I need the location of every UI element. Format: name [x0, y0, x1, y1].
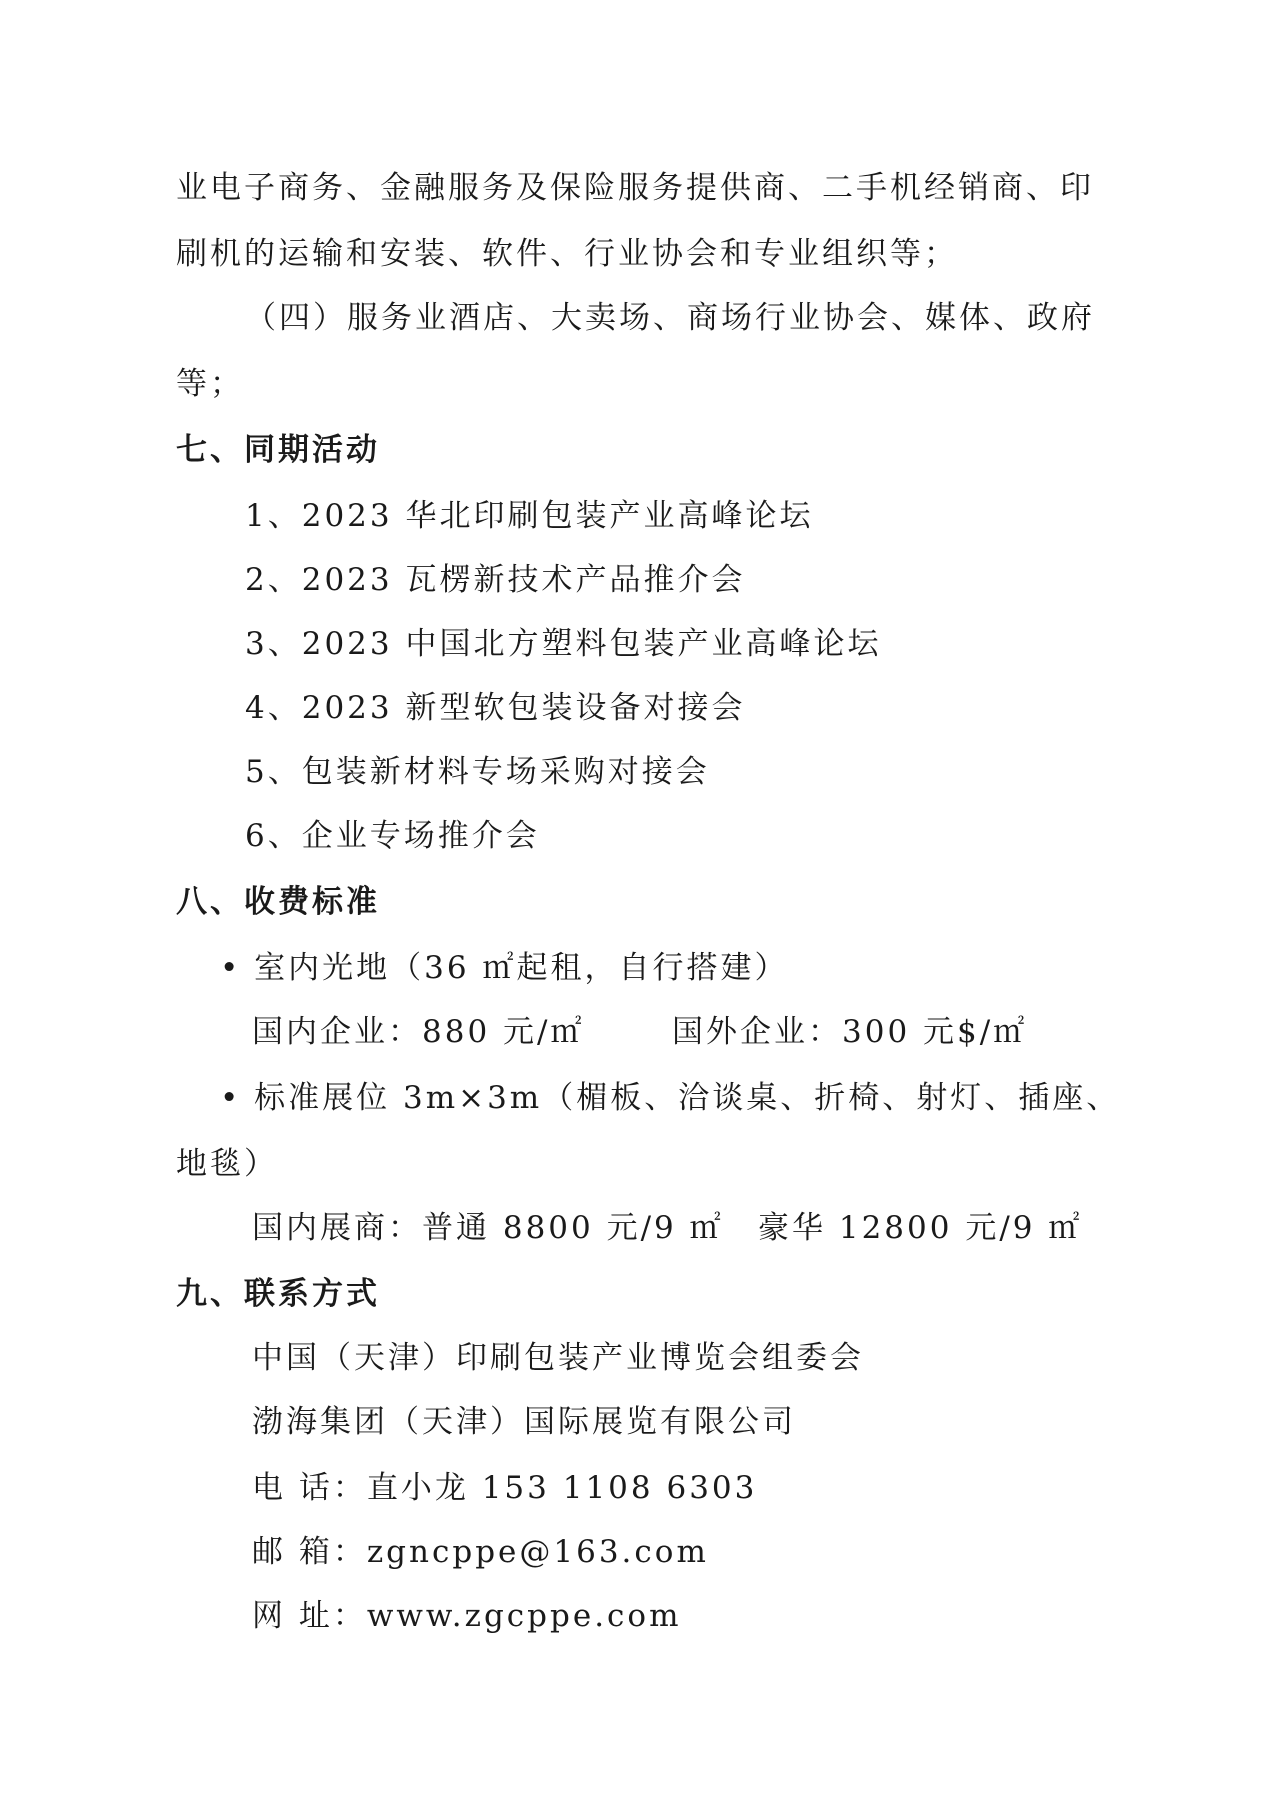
list-item: 5、包装新材料专场采购对接会: [245, 754, 710, 790]
domestic-price: 国内企业：880 元/㎡: [252, 1014, 585, 1050]
list-item: 6、企业专场推介会: [245, 818, 540, 854]
paragraph-line: （四）服务业酒店、大卖场、商场行业协会、媒体、政府: [245, 300, 1095, 336]
section-heading: 八、收费标准: [176, 884, 380, 920]
bullet-item: • 标准展位 3m×3m（楣板、洽谈桌、折椅、射灯、插座、: [220, 1080, 1121, 1116]
contact-phone: 电 话：直小龙 153 1108 6303: [252, 1470, 758, 1506]
standard-price: 国内展商：普通 8800 元/9 ㎡: [252, 1210, 724, 1246]
paragraph-line: 刷机的运输和安装、软件、行业协会和专业组织等；: [176, 236, 958, 272]
contact-org: 渤海集团（天津）国际展览有限公司: [252, 1404, 796, 1440]
paragraph-line: 地毯）: [176, 1146, 278, 1182]
paragraph-line: 业电子商务、金融服务及保险服务提供商、二手机经销商、印: [176, 170, 1094, 206]
contact-website: 网 址：www.zgcppe.com: [252, 1598, 682, 1634]
foreign-price: 国外企业：300 元$/㎡: [672, 1014, 1028, 1050]
paragraph-line: 等；: [176, 366, 244, 402]
section-heading: 七、同期活动: [176, 432, 380, 468]
contact-org: 中国（天津）印刷包装产业博览会组委会: [252, 1340, 864, 1376]
contact-email: 邮 箱：zgncppe@163.com: [252, 1534, 709, 1570]
section-heading: 九、联系方式: [176, 1276, 380, 1312]
luxury-price: 豪华 12800 元/9 ㎡: [758, 1210, 1083, 1246]
price-line: [252, 1208, 1083, 1248]
list-item: 1、2023 华北印刷包装产业高峰论坛: [245, 498, 814, 534]
list-item: 3、2023 中国北方塑料包装产业高峰论坛: [245, 626, 882, 662]
price-line: [252, 1012, 1028, 1052]
list-item: 2、2023 瓦楞新技术产品推介会: [245, 562, 746, 598]
bullet-item: • 室内光地（36 ㎡起租，自行搭建）: [220, 950, 789, 986]
list-item: 4、2023 新型软包装设备对接会: [245, 690, 746, 726]
